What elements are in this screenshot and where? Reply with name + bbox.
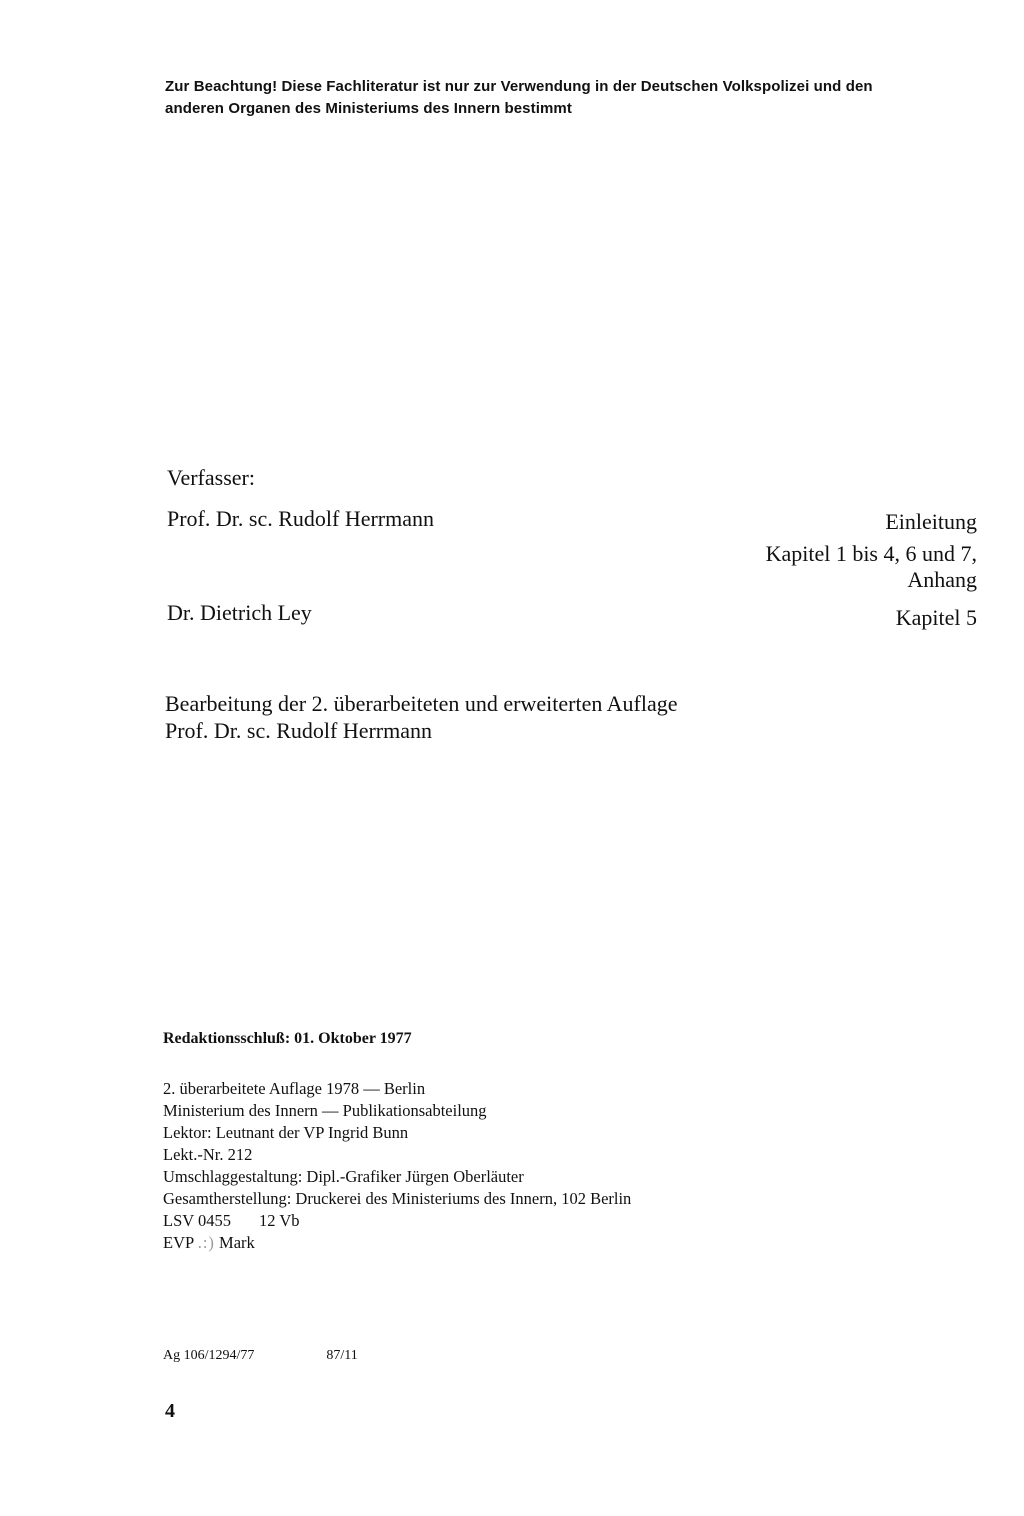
ag-line [163, 1348, 358, 1364]
imprint-evp-label: EVP [163, 1233, 194, 1252]
usage-notice [165, 76, 873, 120]
author-1-part-1: Einleitung [885, 509, 977, 534]
author-1-name: Prof. Dr. sc. Rudolf Herrmann [167, 506, 435, 531]
author-2-name: Dr. Dietrich Ley [167, 600, 312, 625]
ag-number: Ag 106/1294/77 [163, 1348, 255, 1363]
page-number: 4 [165, 1400, 175, 1422]
author-1-part-3: Anhang [907, 567, 977, 592]
imprint-editor: Lektor: Leutnant der VP Ingrid Bunn [163, 1123, 409, 1142]
imprint-evp-value: .:) [197, 1233, 215, 1252]
imprint-block [163, 1078, 631, 1254]
closing-date: Redaktionsschluß: 01. Oktober 1977 [163, 1030, 412, 1047]
imprint-price [163, 1232, 631, 1254]
authors-heading: Verfasser: [167, 465, 255, 490]
imprint-lsv-code: 12 Vb [259, 1211, 300, 1230]
usage-notice-line-1: Zur Beachtung! Diese Fachliteratur ist nur zur Verwendung in der Deutschen Volkspolizei und den [165, 78, 873, 95]
imprint-edition: 2. überarbeitete Auflage 1978 — Berlin [163, 1079, 426, 1098]
imprint-lsv [163, 1210, 631, 1232]
imprint-printing: Gesamtherstellung: Druckerei des Ministeriums des Innern, 102 Berlin [163, 1189, 632, 1208]
imprint-editor-number: Lekt.-Nr. 212 [163, 1145, 253, 1164]
usage-notice-line-2: anderen Organen des Ministeriums des Innern bestimmt [165, 100, 572, 117]
editing-credit [165, 690, 678, 744]
editing-line-2: Prof. Dr. sc. Rudolf Herrmann [165, 718, 433, 743]
author-2-part: Kapitel 5 [895, 605, 977, 630]
imprint-cover: Umschlaggestaltung: Dipl.-Grafiker Jürgen Oberläuter [163, 1167, 524, 1186]
ag-code: 87/11 [326, 1348, 358, 1363]
author-1-part-2: Kapitel 1 bis 4, 6 und 7, [765, 541, 977, 566]
imprint-publisher: Ministerium des Innern — Publikationsabteilung [163, 1101, 487, 1120]
imprint-lsv-number: LSV 0455 [163, 1211, 231, 1230]
imprint-evp-unit: Mark [219, 1233, 255, 1252]
editing-line-1: Bearbeitung der 2. überarbeiteten und erweiterten Auflage [165, 691, 678, 716]
